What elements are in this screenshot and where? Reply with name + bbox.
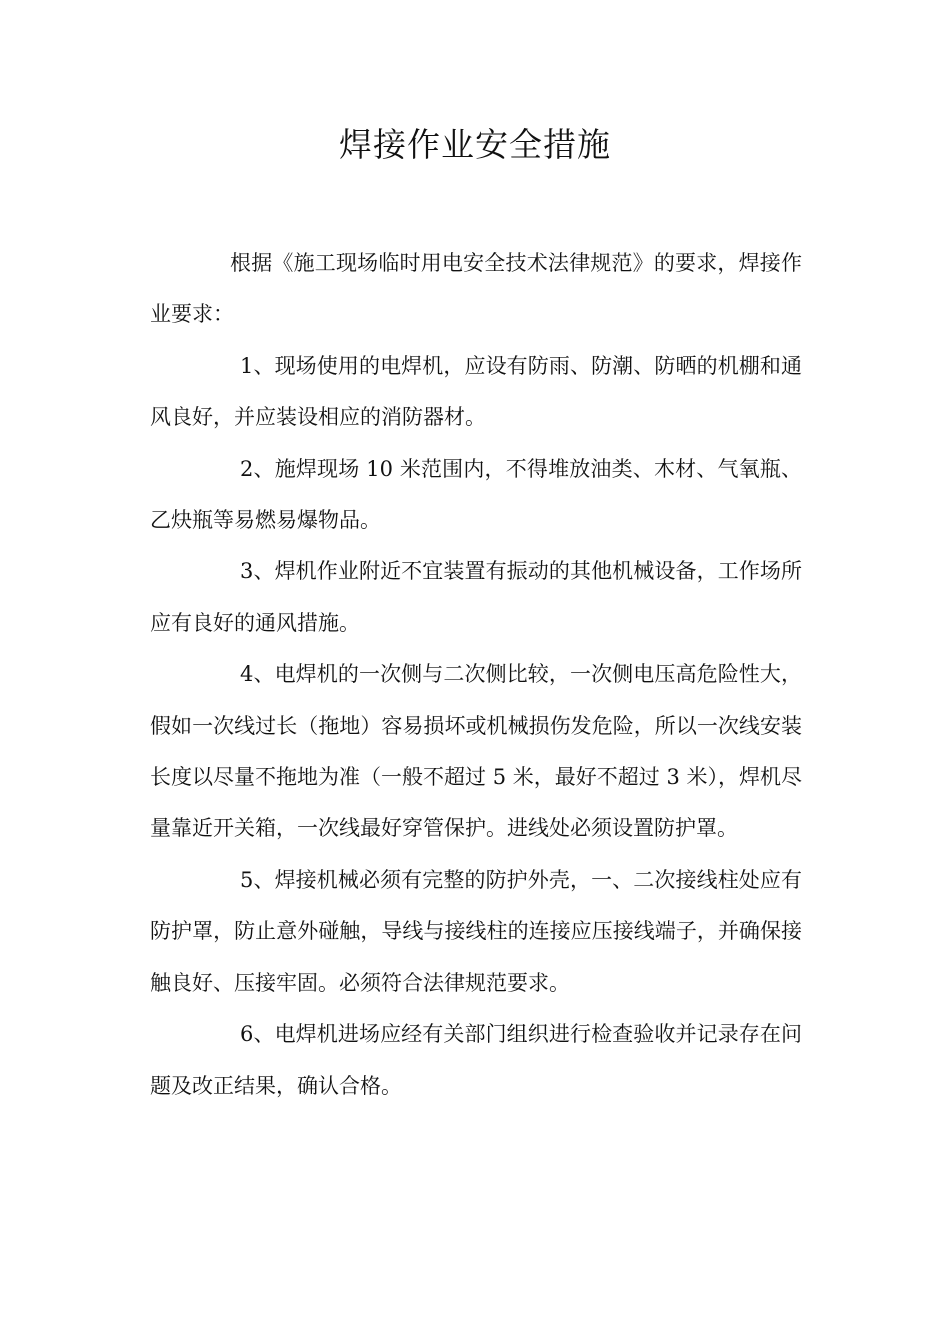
requirement-item-1: 1、现场使用的电焊机，应设有防雨、防潮、防晒的机棚和通风良好，并应装设相应的消防器材。: [150, 353, 802, 430]
document-title: 焊接作业安全措施: [339, 125, 611, 164]
requirement-item-4: 4、电焊机的一次侧与二次侧比较，一次侧电压高危险性大，假如一次线过长（拖地）容易损坏或机械损伤发危险，所以一次线安装长度以尽量不拖地为准（一般不超过 5 米，最好不超过 3 米），焊机尽量靠近开关箱，一次线最好穿管保护。进线处必须设置防护罩。: [150, 662, 802, 841]
requirement-item-6: 6、电焊机进场应经有关部门组织进行检查验收并记录存在问题及改正结果，确认合格。: [150, 1022, 802, 1098]
requirement-item-3: 3、焊机作业附近不宜装置有振动的其他机械设备，工作场所应有良好的通风措施。: [150, 559, 802, 635]
document-body: [150, 238, 802, 1112]
intro-paragraph: 根据《施工现场临时用电安全技术法律规范》的要求，焊接作业要求：: [150, 251, 802, 327]
requirement-item-5: 5、焊接机械必须有完整的防护外壳，一、二次接线柱处应有防护罩，防止意外碰触，导线与接线柱的连接应压接线端子，并确保接触良好、压接牢固。必须符合法律规范要求。: [150, 867, 802, 995]
requirement-item-2: 2、施焊现场 10 米范围内，不得堆放油类、木材、气氧瓶、乙炔瓶等易燃易爆物品。: [150, 456, 802, 533]
